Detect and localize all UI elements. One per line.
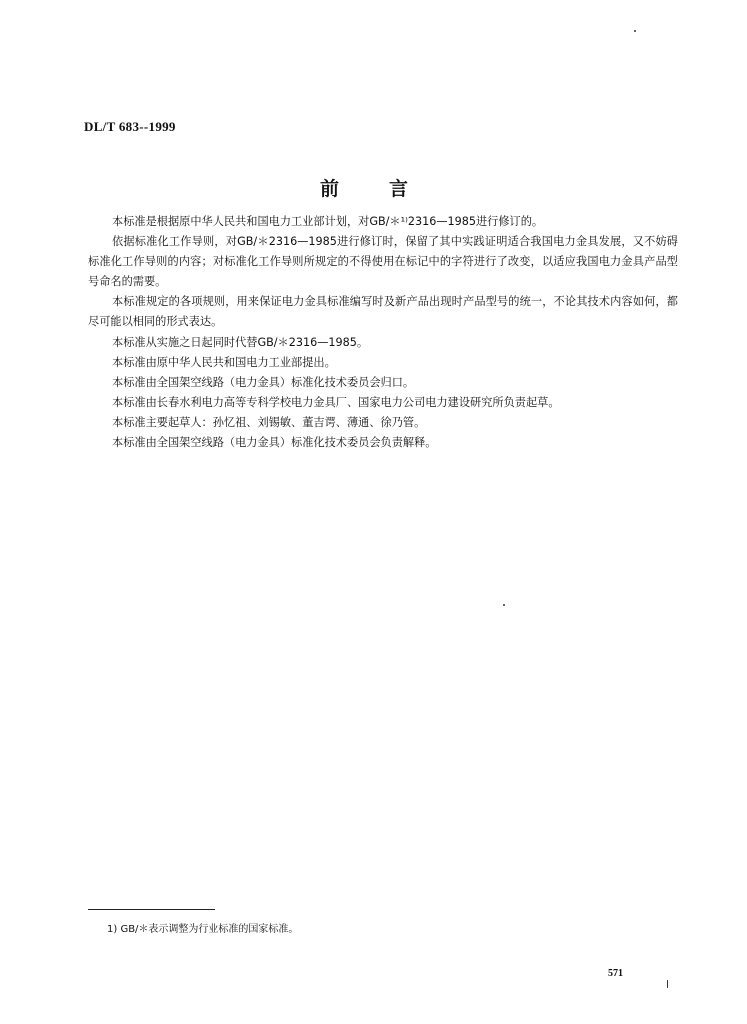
page-number: 571	[608, 968, 623, 979]
footnote: 1) GB/＊表示调整为行业标准的国家标准。	[107, 924, 299, 935]
document-code-header: DL/T 683--1999	[84, 119, 176, 134]
paragraph-7: 本标准由长春水利电力高等专科学校电力金具厂、国家电力公司电力建设研究所负责起草。	[112, 395, 560, 409]
paragraph-6: 本标准由全国架空线路（电力金具）标准化技术委员会归口。	[112, 375, 415, 389]
scan-speck	[667, 980, 668, 988]
page-title: 前言	[320, 178, 459, 200]
paragraph-2: 依据标准化工作导则，对GB/＊2316—1985进行修订时，保留了其中实践证明适合我国电力金具发展，又不妨碍标准化工作导则的内容；对标准化工作导则所规定的不得使用在标记中的字符进行了改变，以适应我国电力金具产品型号命名的需要。	[88, 235, 678, 289]
paragraph-9: 本标准由全国架空线路（电力金具）标准化技术委员会负责解释。	[112, 436, 437, 450]
paragraph-8: 本标准主要起草人：孙忆祖、刘锡敏、董吉谔、薄通、徐乃管。	[112, 415, 426, 429]
scan-speck	[634, 30, 636, 32]
foreword-body	[88, 212, 678, 453]
paragraph-1: 本标准是根据原中华人民共和国电力工业部计划，对GB/＊¹⁾2316—1985进行修订的。	[112, 215, 544, 228]
paragraph-5: 本标准由原中华人民共和国电力工业部提出。	[112, 355, 336, 369]
scan-speck	[503, 604, 505, 606]
footnote-divider	[88, 909, 215, 910]
paragraph-4: 本标准从实施之日起同时代替GB/＊2316—1985。	[112, 335, 369, 349]
paragraph-3: 本标准规定的各项规则，用来保证电力金具标准编写时及新产品出现时产品型号的统一，不论其技术内容如何，都尽可能以相同的形式表达。	[88, 295, 678, 329]
